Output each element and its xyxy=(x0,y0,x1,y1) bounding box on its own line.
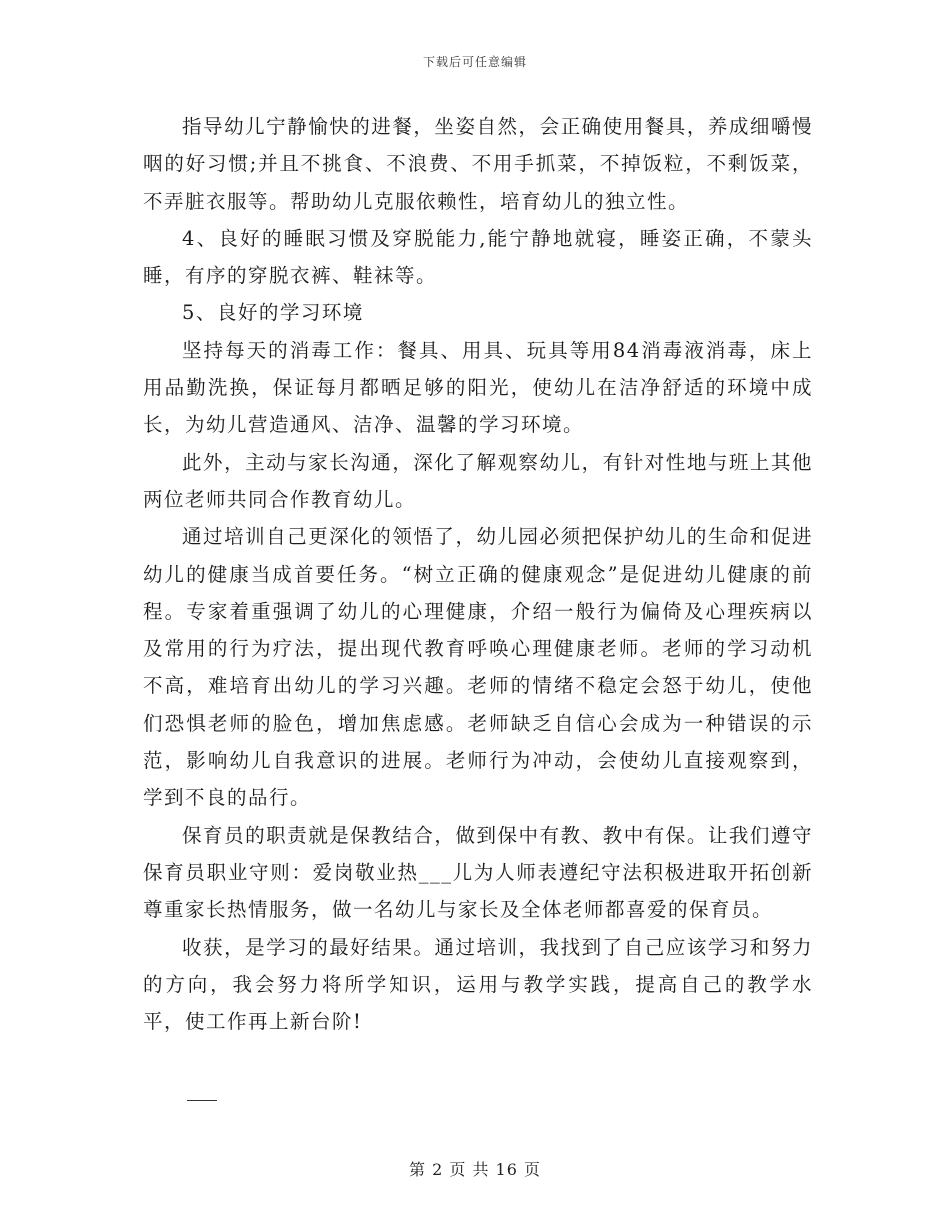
paragraph-parent-communication: 此外，主动与家长沟通，深化了解观察幼儿，有针对性地与班上其他两位老师共同合作教育幼儿。 xyxy=(143,450,813,511)
paragraph-harvest: 收获，是学习的最好结果。通过培训，我找到了自己应该学习和努力的方向，我会努力将所学知识，运用与教学实践，提高自己的教学水平，使工作再上新台阶! xyxy=(143,935,813,1034)
paragraph-caregiver-duties: 保育员的职责就是保教结合，做到保中有教、教中有保。让我们遵守保育员职业守则：爱岗敬业热___儿为人师表遵纪守法积极进取开拓创新尊重家长热情服务，做一名幼儿与家长及全体老师都喜爱的保育员。 xyxy=(143,823,813,922)
paragraph-training-insight: 通过培训自己更深化的领悟了，幼儿园必须把保护幼儿的生命和促进幼儿的健康当成首要任务。“树立正确的健康观念”是促进幼儿健康的前程。专家着重强调了幼儿的心理健康，介绍一般行为偏倚及心理疾病以及常用的行为疗法，提出现代教育呼唤心理健康老师。老师的学习动机不高，难培育出幼儿的学习兴趣。老师的情绪不稳定会怒于幼儿，使他们恐惧老师的脸色，增加焦虑感。老师缺乏自信心会成为一种错误的示范，影响幼儿自我意识的进展。老师行为冲动，会使幼儿直接观察到，学到不良的品行。 xyxy=(143,525,813,810)
paragraph-sleep-habits: 4、良好的睡眠习惯及穿脱能力,能宁静地就寝，睡姿正确，不蒙头睡，有序的穿脱衣裤、鞋袜等。 xyxy=(143,226,813,288)
page-header: 下载后可任意编辑 xyxy=(422,55,527,69)
paragraph-learning-environment-heading: 5、良好的学习环境 xyxy=(182,301,364,325)
document-body xyxy=(143,108,813,1040)
paragraph-dining-habits: 指导幼儿宁静愉快的进餐，坐姿自然，会正确使用餐具，养成细嚼慢咽的好习惯;并且不挑食、不浪费、不用手抓菜，不掉饭粒，不剩饭菜，不弄脏衣服等。帮助幼儿克服依赖性，培育幼儿的独立性。 xyxy=(143,115,813,213)
separator-dash xyxy=(187,1100,217,1101)
page-footer: 第 2 页 共 16 页 xyxy=(409,1160,541,1179)
paragraph-disinfection: 坚持每天的消毒工作：餐具、用具、玩具等用84消毒液消毒，床上用品勤洗换，保证每月都晒足够的阳光，使幼儿在洁净舒适的环境中成长，为幼儿营造通风、洁净、温馨的学习环境。 xyxy=(143,338,813,437)
